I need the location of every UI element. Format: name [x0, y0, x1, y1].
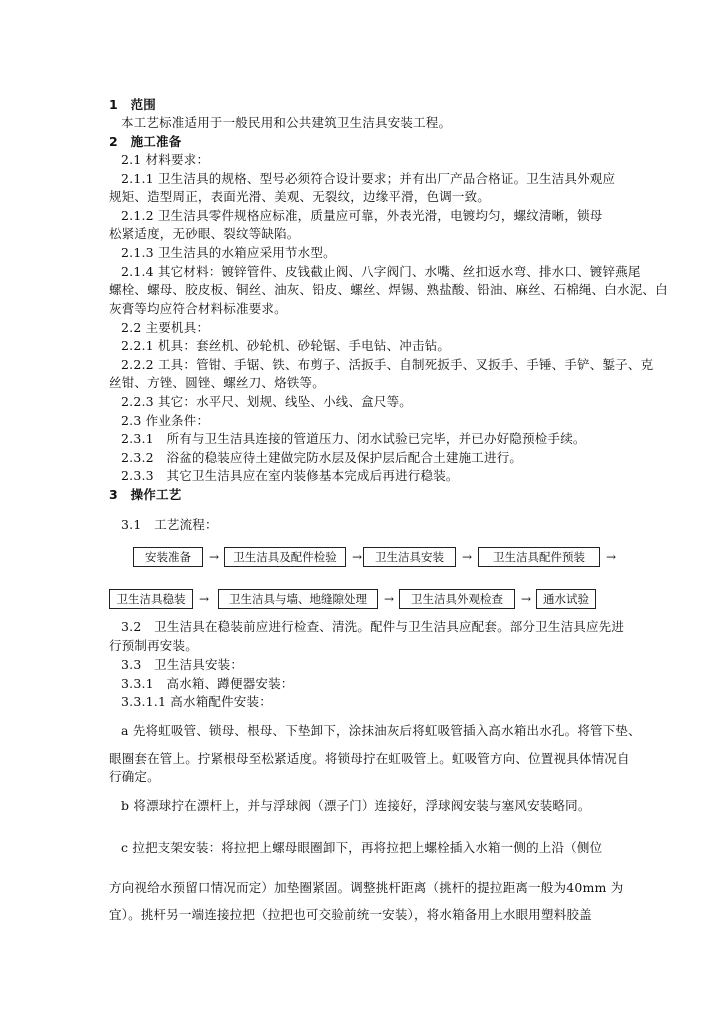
paragraph-line: b 将漂球拧在漂杆上，并与浮球阀（漂子门）连接好，浮球阀安装与塞风安装略同。	[121, 798, 591, 813]
paragraph-line: 眼圈套在管上。拧紧根母至松紧适度。将锁母拧在虹吸管上。虹吸管方向、位置视具体情况自	[109, 751, 630, 766]
paragraph-line: 丝钳、方锉、圆锉、螺丝刀、烙铁等。	[109, 375, 325, 390]
section-1-heading: 1 范围	[109, 97, 156, 112]
subsection-heading: 3.3.1.1 高水箱配件安装：	[121, 694, 272, 709]
paragraph-line: c 拉把支架安装：将拉把上螺母眼圈卸下，再将拉把上螺栓插入水箱一侧的上沿（侧位	[121, 840, 603, 855]
subsection-heading: 2.3 作业条件：	[121, 413, 210, 428]
paragraph-line: 2.3.2 浴盆的稳装应待土建做完防水层及保护层后配合土建施工进行。	[121, 450, 523, 465]
paragraph-line: 宜）。挑杆另一端连接拉把（拉把也可交验前统一安装），将水箱备用上水眼用塑料胶盖	[109, 907, 592, 922]
paragraph-line: 2.1.1 卫生洁具的规格、型号必须符合设计要求；并有出厂产品合格证。卫生洁具外观应	[121, 171, 616, 186]
flow-step-prepare: 安装准备	[133, 547, 203, 567]
paragraph-line: 2.3.3 其它卫生洁具应在室内装修基本完成后再进行稳装。	[121, 468, 459, 483]
paragraph-line: 2.2.2 工具：管钳、手锯、铁、布剪子、活扳手、自制死扳手、叉扳手、手锤、手铲、錾子、克	[121, 357, 654, 372]
flow-step-fix: 卫生洁具稳装	[109, 589, 193, 609]
section-2-heading: 2 施工准备	[109, 134, 182, 149]
paragraph-line: 2.1.4 其它材料：镀锌管件、皮钱截止阀、八字阀门、水嘴、丝扣返水弯、排水口、镀锌燕尾	[121, 264, 641, 279]
paragraph-line: 3.2 卫生洁具在稳装前应进行检查、清洗。配件与卫生洁具应配套。部分卫生洁具应先进	[121, 619, 625, 634]
paragraph-line: 规矩、造型周正，表面光滑、美观、无裂纹，边缘平滑，色调一致。	[109, 189, 491, 204]
paragraph-line: 松紧适度，无砂眼、裂纹等缺陷。	[109, 226, 300, 241]
flow-step-appearance-check: 卫生洁具外观检查	[399, 589, 515, 609]
paragraph-line: 螺栓、螺母、胶皮板、铜丝、油灰、铅皮、螺丝、焊锡、熟盐酸、铅油、麻丝、石棉绳、白水泥、白	[109, 282, 668, 297]
arrow-right-icon: →	[384, 592, 395, 606]
paragraph-line: 方向视给水预留口情况而定）加垫圈紧固。调整挑杆距离（挑杆的提拉距离一般为40mm 为	[109, 880, 624, 895]
arrow-right-icon: →	[199, 592, 210, 606]
flow-step-inspect: 卫生洁具及配件检验	[224, 547, 346, 567]
subsection-heading: 2.1 材料要求：	[121, 152, 210, 167]
paragraph-line: 2.1.2 卫生洁具零件规格应标准，质量应可靠，外表光滑，电镀均匀，螺纹清晰，锁母	[121, 208, 603, 223]
paragraph-line: 行预制再安装。	[109, 638, 198, 653]
arrow-right-icon: →	[352, 550, 363, 564]
paragraph-line: 2.1.3 卫生洁具的水箱应采用节水型。	[121, 245, 336, 260]
arrow-right-icon: →	[521, 592, 532, 606]
flow-step-water-test: 通水试验	[536, 589, 596, 609]
section-3-heading: 3 操作工艺	[109, 487, 182, 502]
flow-step-install: 卫生洁具安装	[363, 547, 456, 567]
arrow-right-icon: →	[462, 550, 473, 564]
paragraph-line: 灰膏等均应符合材料标准要求。	[109, 301, 287, 316]
subsection-heading: 3.1 工艺流程：	[121, 517, 218, 532]
paragraph-line: 本工艺标准适用于一般民用和公共建筑卫生洁具安装工程。	[121, 115, 452, 130]
paragraph-line: 2.3.1 所有与卫生洁具连接的管道压力、闭水试验已完毕，并已办好隐预检手续。	[121, 431, 586, 446]
subsection-heading: 2.2 主要机具：	[121, 320, 210, 335]
arrow-right-icon: →	[209, 550, 220, 564]
arrow-right-icon: →	[606, 550, 617, 564]
paragraph-line: 行确定。	[109, 769, 160, 784]
flow-step-gap-treatment: 卫生洁具与墙、地缝隙处理	[218, 589, 378, 609]
paragraph-line: a 先将虹吸管、锁母、根母、下垫卸下，涂抹油灰后将虹吸管插入高水箱出水孔。将管下垫、	[121, 723, 641, 738]
paragraph-line: 2.2.3 其它：水平尺、划规、线坠、小线、盒尺等。	[121, 394, 412, 409]
subsection-heading: 3.3.1 高水箱、蹲便器安装：	[121, 676, 294, 691]
paragraph-line: 2.2.1 机具：套丝机、砂轮机、砂轮锯、手电钻、冲击钻。	[121, 338, 451, 353]
flow-step-preassemble: 卫生洁具配件预装	[478, 547, 600, 567]
subsection-heading: 3.3 卫生洁具安装：	[121, 657, 244, 672]
